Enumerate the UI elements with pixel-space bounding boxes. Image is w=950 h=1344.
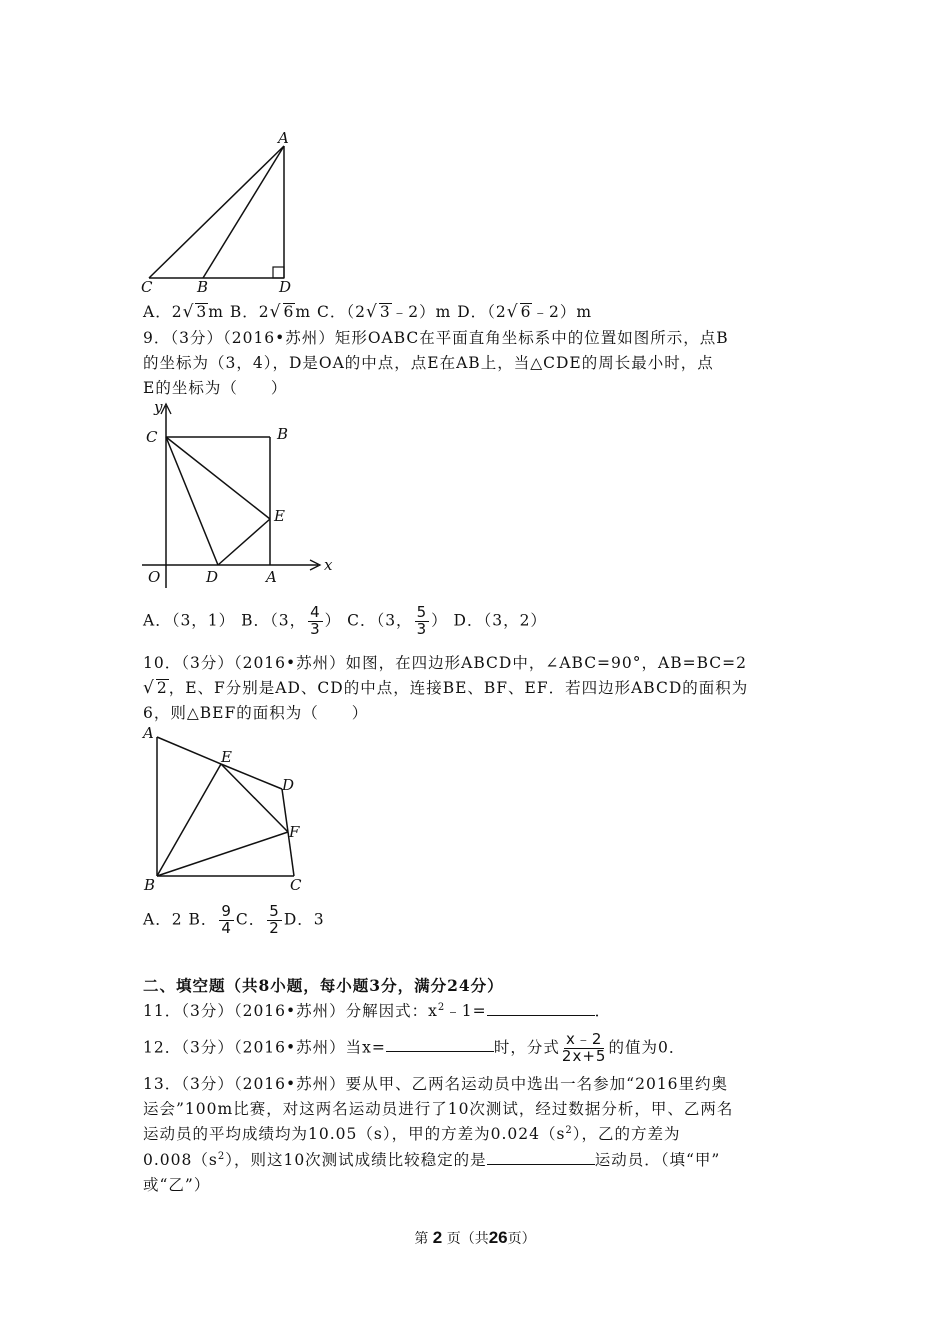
q9-label-y: y (154, 398, 163, 416)
q8-options: A．2√ 3m B．2√ 6m C．（2√ 3﹣2）m D．（2√ 6﹣2）m (143, 302, 593, 322)
q9-label-b: B (277, 425, 289, 443)
q10-label-e: E (221, 748, 232, 766)
q10-label-c: C (290, 876, 302, 894)
q9-options: A．（3，1） B．（3， $\frac{4}{3}$ ） C．（3， $\frac{5}{3}$ ） D．（3，2） (143, 603, 547, 638)
q9-label-x: x (324, 556, 333, 574)
q10-options: A．2 B． $\frac{9}{4}$ C． $\frac{5}{2}$ D．3 (143, 902, 325, 937)
q10-quadrilateral-figure (138, 722, 338, 897)
q13-line-3: 运动员的平均成绩均为10.05（s），甲的方差为$0.024(s^2)$，乙的方差为 (143, 1124, 681, 1143)
q9-label-e: E (274, 507, 285, 525)
q9-line-2: 的坐标为（3，4），D是OA的中点，点E在AB上，当△CDE的周长最小时，点 (143, 354, 714, 372)
q13-line-5: 或“乙”） (143, 1176, 211, 1194)
page-footer: 第 2 页（共26页） (414, 1228, 536, 1247)
q13-answer-blank (487, 1150, 595, 1165)
q8-label-d: D (279, 278, 292, 296)
q8-label-c: C (141, 278, 153, 296)
page-number: 2 (432, 1228, 443, 1247)
q13-line-1: 13．（3分）（2016•苏州）要从甲、乙两名运动员中选出一名参加“2016里约奥 (143, 1075, 729, 1093)
q11-answer-blank (487, 1001, 595, 1016)
q9-line-3: E的坐标为（ ） (143, 379, 288, 397)
q10-line-1: 10．（3分）（2016•苏州）如图，在四边形ABCD中，∠ABC=90°，AB=BC=2 (143, 654, 747, 672)
q10-label-b: B (144, 876, 156, 894)
q8-label-a: A (278, 129, 289, 147)
q10-line-3: 6，则△BEF的面积为（ ） (143, 704, 369, 722)
q11: 11．（3分）（2016•苏州）分解因式：$x^2﹣1=$ ． (143, 1001, 612, 1020)
q8-triangle-figure (135, 128, 305, 296)
q10-label-f: F (289, 823, 300, 841)
section-heading: 二、填空题（共8小题，每小题3分，满分24分） (143, 976, 504, 995)
q12: 12．（3分）（2016•苏州）当x= 时，分式 $\frac{x﹣2}{2x+5}$ 的值为0． (143, 1030, 686, 1065)
q12-answer-blank (386, 1037, 494, 1052)
q8-label-b: B (197, 278, 209, 296)
q10-line-2: √ 2，E、F分别是AD、CD的中点，连接BE、BF、EF．若四边形ABCD的面积为 (143, 678, 749, 698)
q13-line-2: 运会”100m比赛，对这两名运动员进行了10次测试，经过数据分析，甲、乙两名 (143, 1100, 734, 1118)
q10-label-d: D (282, 776, 295, 794)
q13-line-4: $0.008(s^2)$，则这10次测试成绩比较稳定的是 运动员．（填“甲” (143, 1150, 721, 1169)
page-total: 26 (488, 1228, 508, 1247)
q9-label-a: A (266, 568, 277, 586)
q9-coordinate-figure (138, 398, 338, 593)
q9-label-c: C (146, 428, 158, 446)
q9-label-o: O (148, 568, 161, 586)
q9-label-d: D (206, 568, 219, 586)
q9-line-1: 9．（3分）（2016•苏州）矩形OABC在平面直角坐标系中的位置如图所示，点B (143, 329, 729, 347)
q10-label-a: A (143, 724, 154, 742)
